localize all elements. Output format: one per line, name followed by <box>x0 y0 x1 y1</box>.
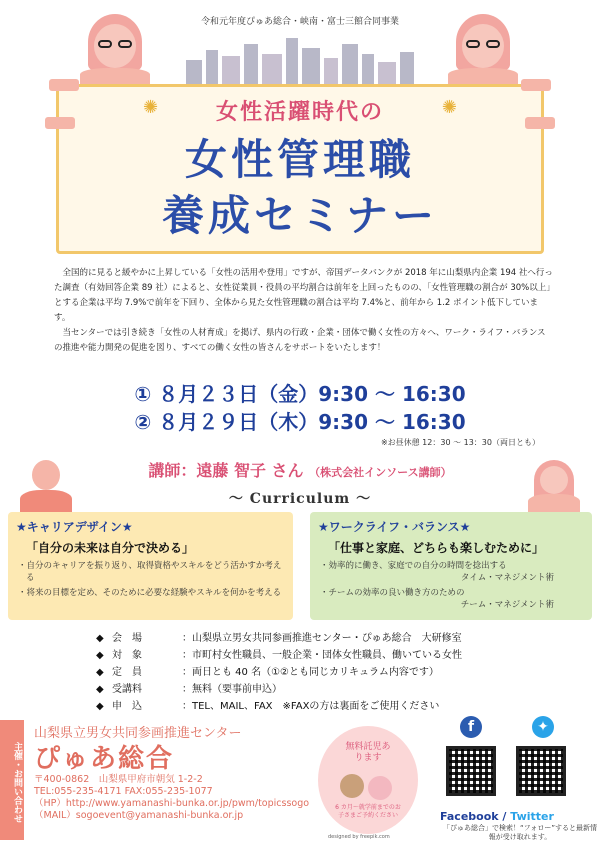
top-note: 令和元年度ぴゅあ総合・峡南・富士三館合同事業 <box>200 17 399 27</box>
diamond-icon: ◆ <box>96 633 104 644</box>
intro-paragraph: 当センターでは引き続き「女性の人材育成」を掲げ、県内の行政・企業・団体で働く女性の方々へ、ワーク・ライフ・バランスの推進や能力開発の促進を図り、すべての働く女性の皆さんをサポートをいたします！ <box>54 328 546 353</box>
childcare-note: 6 カ月～就学前までのお子さまご予約ください <box>335 804 401 819</box>
title-board <box>56 84 544 254</box>
footer <box>0 712 600 842</box>
email-link[interactable]: （MAIL）sogoevent@yamanashi-bunka.or.jp <box>34 810 244 821</box>
twitter-link[interactable]: Twitter <box>510 810 554 823</box>
career-list <box>16 560 285 599</box>
career-subtitle: 「自分の未来は自分で決める」 <box>26 541 195 555</box>
lunch-note: ※お昼休憩 12：30 ～ 13：30（両日とも） <box>380 438 540 447</box>
lightbulb-icon: ✺ <box>441 97 457 118</box>
sns-labels: Facebook / Twitter <box>440 810 554 823</box>
list-item: ・効率的に働き、家庭での自分の時間を捻出する タイム・マネジメント術 <box>320 561 554 583</box>
event-info <box>96 630 566 715</box>
worklife-heading: ★ワークライフ・バランス★ <box>318 520 471 534</box>
organization-logo: ぴゅあ総合 <box>34 744 175 774</box>
sns-note: 「ぴゅあ総合」で検索！“フォロー”すると最新情報が受け取れます。 <box>443 824 597 841</box>
intro-paragraph: 全国的に見ると緩やかに上昇している「女性の活用や登用」ですが、帝国データバンクが 2018 年に山梨県内企業 194 社へ行った調査（有効回答企業 89 社）によると、女性従業員・役員の平均割合は前年を上回ったものの、「女性管理職の割合が 30%以上」とする企業は平均 7.9%で前年を下回り、全体から見た女性管理職の割合は平均 7.4%と、前年から 1.2 ポイント低下しています。 <box>54 268 553 323</box>
title-line-2: 養成セミナー <box>161 191 438 240</box>
designer-credit: designed by freepik.com <box>328 834 390 840</box>
board-hand-right <box>521 79 551 91</box>
date-2: ② ８月２９日（木）9:30 ～ 16:30 <box>134 410 466 434</box>
city-skyline-illustration <box>176 34 426 84</box>
woman-illustration-left <box>80 14 150 84</box>
list-item: ・将来の目標を定め、そのために必要な経験やスキルを何かを考える <box>18 588 282 598</box>
seminar-dates <box>0 380 600 436</box>
list-item: ・自分のキャリアを振り返り、取得資格やスキルをどう活かすか考える <box>18 561 282 583</box>
curriculum-heading: ～ Curriculum ～ <box>228 491 372 507</box>
info-row: ◆ 定 員 ：両日とも 40 名（①②とも同じカリキュラム内容です） <box>96 664 566 681</box>
info-row: ◆ 対 象 ：市町村女性職員、一般企業・団体女性職員、働いている女性 <box>96 647 566 664</box>
website-link[interactable]: （HP）http://www.yamanashi-bunka.or.jp/pwm/topicssogo <box>34 798 310 809</box>
lightbulb-icon: ✺ <box>143 97 159 118</box>
date-1: ① ８月２３日（金）9:30 ～ 16:30 <box>134 382 466 406</box>
facebook-qr-code <box>446 746 496 796</box>
address: 〒400-0862 山梨県甲府市朝気 1-2-2 <box>34 774 203 785</box>
lecturer-name: 講師：遠藤 智子 さん <box>148 461 304 480</box>
twitter-icon[interactable]: ✦ <box>532 716 554 738</box>
organization-name: 山梨県立男女共同参画推進センター <box>34 726 242 741</box>
diamond-icon: ◆ <box>96 650 104 661</box>
facebook-icon[interactable]: f <box>460 716 482 738</box>
worklife-list <box>318 560 584 611</box>
diamond-icon: ◆ <box>96 667 104 678</box>
facebook-link[interactable]: Facebook <box>440 810 499 823</box>
organizer-band: 主催・お問い合わせ <box>0 720 24 840</box>
intro-text <box>54 266 554 356</box>
phone-fax: TEL:055-235-4171 FAX:055-235-1077 <box>34 786 213 797</box>
woman-illustration-right <box>448 14 518 84</box>
worklife-subtitle: 「仕事と家庭、どちらも楽しむために」 <box>328 541 545 555</box>
childcare-bubble <box>318 726 418 834</box>
career-heading: ★キャリアデザイン★ <box>16 520 133 534</box>
diamond-icon: ◆ <box>96 701 104 712</box>
title-subtitle: 女性活躍時代の <box>215 100 384 125</box>
organization-contact <box>34 774 309 822</box>
list-item: ・チームの効率の良い働き方のための チーム・マネジメント術 <box>320 588 554 610</box>
twitter-qr-code <box>516 746 566 796</box>
childcare-text: 無料託児あります <box>345 742 391 763</box>
info-row: ◆ 受講料 ：無料（要事前申込） <box>96 681 566 698</box>
teddy-bear-icon <box>368 776 392 800</box>
board-hand-left <box>49 79 79 91</box>
info-row: ◆ 申 込 ：TEL、MAIL、FAX ※FAXの方は裏面をご使用ください <box>96 698 566 715</box>
title-line-1: 女性管理職 <box>184 135 415 184</box>
diamond-icon: ◆ <box>96 684 104 695</box>
teddy-bear-icon <box>340 774 364 798</box>
lecturer-affiliation: （株式会社インソース講師） <box>309 466 452 479</box>
lecturer <box>0 458 600 481</box>
career-design-box <box>8 512 293 620</box>
work-life-balance-box <box>310 512 592 620</box>
info-row: ◆ 会 場 ：山梨県立男女共同参画推進センター・ぴゅあ総合 大研修室 <box>96 630 566 647</box>
